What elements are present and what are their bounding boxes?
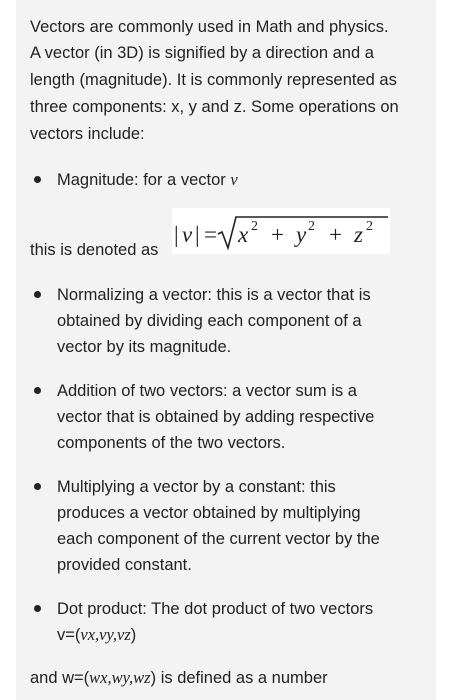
dot-product-w-definition xyxy=(30,665,328,691)
intro-line-2: A vector (in 3D) is signified by a direction and a xyxy=(30,44,374,62)
vector-variable: v xyxy=(230,170,238,189)
exp-x: 2 xyxy=(251,219,258,234)
intro-line-1: Vectors are commonly used in Math and physics. xyxy=(30,18,389,36)
exp-y: 2 xyxy=(308,219,315,234)
normalizing-line-1: Normalizing a vector: this is a vector that is xyxy=(57,286,371,304)
dot-product-line-1: Dot product: The dot product of two vectors xyxy=(57,600,374,618)
formula-y: y xyxy=(296,222,307,247)
magnitude-line xyxy=(57,167,238,193)
addition-line-3: components of the two vectors. xyxy=(57,434,286,452)
bullet-marker xyxy=(34,483,41,490)
multiplying-line-1: Multiplying a vector by a constant: this xyxy=(57,478,336,496)
bullet-marker xyxy=(34,387,41,394)
v-prefix: v=( xyxy=(57,626,81,644)
dot-product-v-definition xyxy=(57,622,136,648)
magnitude-formula-svg xyxy=(172,208,390,254)
w-suffix: ) is defined as a number xyxy=(150,669,328,687)
plus-2: + xyxy=(329,222,342,247)
v-components: vx,vy,vz xyxy=(80,625,131,644)
normalizing-line-2: obtained by dividing each component of a xyxy=(57,312,362,330)
bullet-marker xyxy=(34,291,41,298)
magnitude-text: Magnitude: for a vector xyxy=(57,171,231,189)
addition-line-1: Addition of two vectors: a vector sum is a xyxy=(57,382,357,400)
intro-line-3: length (magnitude). It is commonly represented as xyxy=(30,71,397,89)
formula-x: x xyxy=(238,222,249,247)
multiplying-line-2: produces a vector obtained by multiplying xyxy=(57,504,361,522)
plus-1: + xyxy=(271,222,284,247)
exp-z: 2 xyxy=(366,219,373,234)
bullet-marker xyxy=(34,176,41,183)
formula-var-v: v xyxy=(182,222,193,247)
v-suffix: ) xyxy=(130,626,137,644)
intro-line-4: three components: x, y and z. Some operations on xyxy=(30,98,399,116)
w-prefix: and w=( xyxy=(30,669,90,687)
magnitude-formula xyxy=(172,208,390,254)
multiplying-line-4: provided constant. xyxy=(57,556,192,574)
multiplying-line-3: each component of the current vector by the xyxy=(57,530,380,548)
bullet-marker xyxy=(34,605,41,612)
equals-sign: = xyxy=(204,222,217,247)
denoted-text: this is denoted as xyxy=(30,241,159,259)
addition-line-2: vector that is obtained by adding respective xyxy=(57,408,375,426)
formula-z: z xyxy=(354,222,363,247)
intro-line-5: vectors include: xyxy=(30,125,145,143)
w-components: wx,wy,wz xyxy=(89,668,151,687)
abs-bar-left: | xyxy=(174,222,179,247)
normalizing-line-3: vector by its magnitude. xyxy=(57,338,232,356)
abs-bar-right: | xyxy=(195,222,200,247)
